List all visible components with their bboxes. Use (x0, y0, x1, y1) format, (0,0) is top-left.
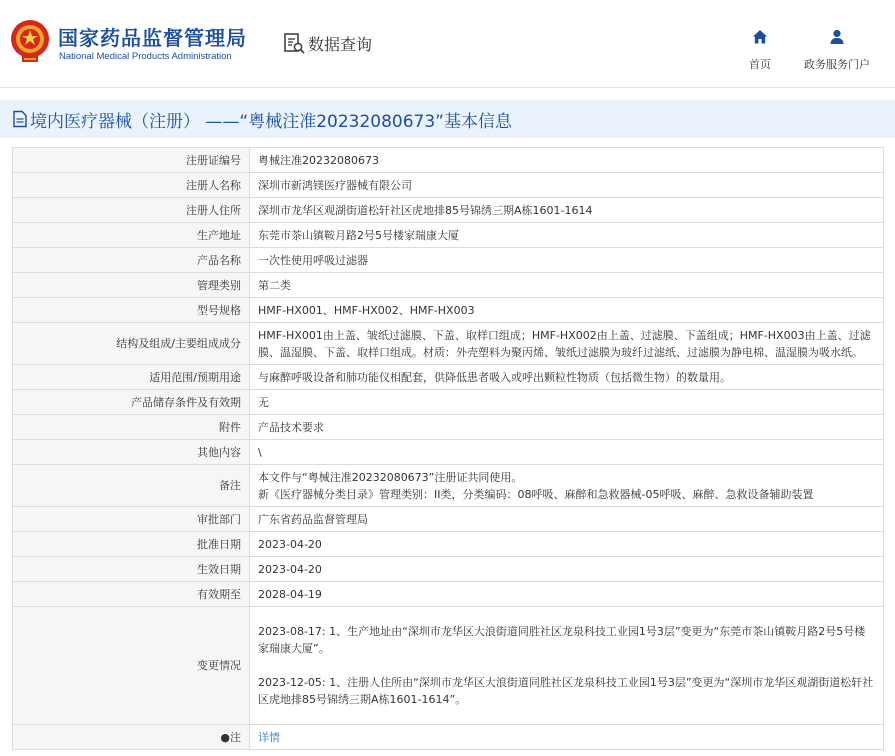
table-row (13, 365, 884, 390)
home-icon (751, 28, 769, 46)
field-label: 产品储存条件及有效期 (13, 390, 250, 415)
database-title-group (282, 30, 372, 56)
field-label: 适用范围/预期用途 (13, 365, 250, 390)
field-value: 第二类 (250, 273, 884, 298)
table-row (13, 323, 884, 365)
field-label: 备注 (13, 465, 250, 507)
field-label: 型号规格 (13, 298, 250, 323)
field-value (250, 725, 884, 750)
field-value: 2023-04-20 (250, 532, 884, 557)
field-label: 管理类别 (13, 273, 250, 298)
change-record: 2023-08-17: 1、生产地址由“深圳市龙华区大浪街道同胜社区龙泉科技工业园1号3层”变更为“东莞市茶山镇鞍月路2号5号楼家瑞康大厦”。 (258, 625, 866, 655)
table-row (13, 440, 884, 465)
field-value: 一次性使用呼吸过滤器 (250, 248, 884, 273)
field-value: HMF-HX001由上盖、皱纸过滤膜、下盖、取样口组成；HMF-HX002由上盖、过滤膜、下盖组成；HMF-HX003由上盖、过滤膜、温湿膜、下盖、取样口组成。材质：外壳塑料为聚丙烯、皱纸过滤膜为玻纤过滤纸、过滤膜为静电棉、温湿膜为吸水纸。 (250, 323, 884, 365)
field-value: 深圳市新鸿镁医疗器械有限公司 (250, 173, 884, 198)
table-row (13, 465, 884, 507)
field-value: 深圳市龙华区观湖街道松轩社区虎地排85号锦绣三期A栋1601-1614 (250, 198, 884, 223)
field-label: 变更情况 (13, 607, 250, 725)
field-value: 2023-04-20 (250, 557, 884, 582)
table-row (13, 390, 884, 415)
field-label: 注册人名称 (13, 173, 250, 198)
document-search-icon (282, 31, 306, 55)
field-label: 有效期至 (13, 582, 250, 607)
remark-line: 新《医疗器械分类目录》管理类别：II类，分类编码：08呼吸、麻醉和急救器械-05呼吸、麻醉、急救设备辅助装置 (258, 487, 814, 501)
table-row (13, 173, 884, 198)
table-row (13, 415, 884, 440)
page-title-bar (0, 100, 895, 138)
table-row (13, 298, 884, 323)
database-title: 数据查询 (308, 34, 373, 54)
page-title: 境内医疗器械（注册） ——“粤械注准20232080673”基本信息 (30, 111, 512, 132)
field-value: 产品技术要求 (250, 415, 884, 440)
field-label: 产品名称 (13, 248, 250, 273)
field-value: 2028-04-19 (250, 582, 884, 607)
field-value-multiline (250, 607, 884, 725)
field-value: 与麻醉呼吸设备和肺功能仪相配套，供降低患者吸入或呼出颗粒性物质（包括微生物）的数量用。 (250, 365, 884, 390)
field-value: HMF-HX001、HMF-HX002、HMF-HX003 (250, 298, 884, 323)
field-label: ●注 (13, 725, 250, 750)
field-label: 附件 (13, 415, 250, 440)
table-row (13, 725, 884, 750)
table-row (13, 507, 884, 532)
field-label: 结构及组成/主要组成成分 (13, 323, 250, 365)
nav-home-label: 首页 (749, 58, 771, 71)
device-info-table (12, 147, 884, 750)
nav-service-portal-link[interactable] (800, 28, 874, 72)
user-icon (828, 28, 846, 46)
field-value: 粤械注准20232080673 (250, 148, 884, 173)
field-label: 其他内容 (13, 440, 250, 465)
field-label: 注册证编号 (13, 148, 250, 173)
table-row (13, 198, 884, 223)
table-row (13, 582, 884, 607)
national-emblem-icon (8, 18, 52, 64)
field-label: 注册人住所 (13, 198, 250, 223)
field-label: 审批部门 (13, 507, 250, 532)
table-row (13, 607, 884, 725)
field-label: 批准日期 (13, 532, 250, 557)
details-link[interactable]: 详情 (258, 730, 280, 744)
field-value: 无 (250, 390, 884, 415)
document-icon (12, 110, 28, 128)
table-row (13, 557, 884, 582)
field-value: 东莞市茶山镇鞍月路2号5号楼家瑞康大厦 (250, 223, 884, 248)
site-header (0, 0, 895, 88)
table-row (13, 223, 884, 248)
field-value: 广东省药品监督管理局 (250, 507, 884, 532)
field-label: 生产地址 (13, 223, 250, 248)
table-row (13, 148, 884, 173)
field-value: \ (250, 440, 884, 465)
change-record: 2023-12-05: 1、注册人住所由“深圳市龙华区大浪街道同胜社区龙泉科技工业园1号3层”变更为“深圳市龙华区观湖街道松轩社区虎地排85号锦绣三期A栋1601-1614”。 (258, 676, 874, 706)
field-label: 生效日期 (13, 557, 250, 582)
nav-service-label: 政务服务门户 (804, 58, 870, 71)
nav-home-link[interactable] (742, 28, 778, 72)
table-row (13, 248, 884, 273)
field-value-multiline (250, 465, 884, 507)
table-row (13, 532, 884, 557)
table-row (13, 273, 884, 298)
org-name-cn: 国家药品监督管理局 (58, 26, 247, 50)
org-name-en: National Medical Products Administration (59, 51, 232, 62)
remark-line: 本文件与“粤械注准20232080673”注册证共同使用。 (258, 470, 523, 484)
